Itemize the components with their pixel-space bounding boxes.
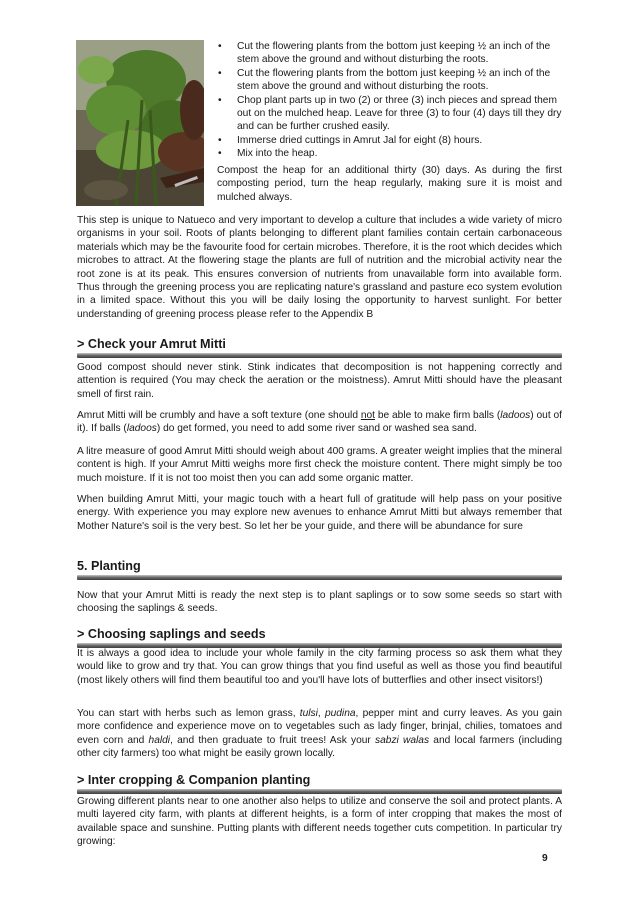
section-divider <box>77 353 562 358</box>
list-item-text: Cut the flowering plants from the bottom just keeping ½ an inch of the stem above the ground and without disturbing the roots. <box>237 67 551 93</box>
text-run: ladoos <box>500 410 531 421</box>
choosing-saplings-heading: > Choosing saplings and seeds <box>77 627 266 641</box>
bullet-icon: • <box>218 94 222 106</box>
intro-paragraph: This step is unique to Natueco and very important to develop a culture that includes a wide variety of micro organisms in your soil. Roots of plants belonging to different plant families contain certain carbonaceous materials which may be the favourite food for certain microbes. Therefore, it is the root which decides which microbes to attract. At the flowering stage the plants are full of nutrition and the microbial activity near the root zone is at its peak. This ensures conversion of nutrients from unavailable form into available form. Thus through the greening process you are replicating nature's grassland and pasture eco system evolution in a limited space. Without this you will be daily losing the opportunity to harvest sunlight. For better understanding of greening process please refer to the Appendix B <box>77 215 562 320</box>
bullet-icon: • <box>218 134 222 146</box>
text-run: tulsi <box>299 708 318 719</box>
text-run: be able to make firm balls ( <box>375 410 501 421</box>
list-item <box>214 40 562 67</box>
list-item <box>214 67 562 94</box>
list-item-text: Mix into the heap. <box>237 148 318 160</box>
check-paragraph-1: Good compost should never stink. Stink indicates that decomposition is not happening correctly and attention is required (You may check the aeration or the moistness). Amrut Mitti should have the pleasant smell of first rain. <box>77 362 562 400</box>
text-run: not <box>360 410 375 421</box>
plant-cutting-image <box>76 40 204 206</box>
list-item <box>214 147 562 160</box>
check-amrut-mitti-heading: > Check your Amrut Mitti <box>77 337 226 351</box>
text-run: Amrut Mitti will be crumbly and have a soft texture (one should <box>77 410 361 421</box>
text-run: You can start with herbs such as lemon grass, <box>77 708 300 719</box>
list-item-text: Cut the flowering plants from the bottom just keeping ½ an inch of the stem above the ground and without disturbing the roots. <box>237 41 551 66</box>
check-paragraph-4: When building Amrut Mitti, your magic touch with a heart full of gratitude will help pass on your positive energy. With experience you may explore new avenues to enhance Amrut Mitti but always remember that Mother Nature's soil is the very best. So let her be your guide, and there will be abundance for sure <box>77 494 562 532</box>
text-run: ) do get formed, you need to add some river sand or washed sea sand. <box>156 423 477 435</box>
section-divider <box>77 575 562 580</box>
text-run: pudina <box>324 708 356 719</box>
compost-paragraph: Compost the heap for an additional thirty (30) days. As during the first composting period, turn the heap regularly, making sure it is moist and mulched always. <box>217 165 562 203</box>
list-item-text: Immerse dried cuttings in Amrut Jal for eight (8) hours. <box>237 134 483 146</box>
saplings-paragraph-1: It is always a good idea to include your whole family in the city farming process so ask them what they would like to grow and try that. You can grow things that you find useful as well as those you find beautiful (most likely others will find them beautiful too and you'll have lots of butterflies and other insect visitors!) <box>77 648 562 686</box>
plant-cutting-photo <box>76 40 204 206</box>
text-run: , pepper mint and curry leaves. As you gain more confidence and experience move on to vegetables such as lady finger, brinjal, chilies, tomatoes and even corn and <box>77 708 562 746</box>
list-item <box>214 94 562 134</box>
bullet-icon: • <box>218 41 222 52</box>
saplings-paragraph-2 <box>77 707 562 761</box>
text-run: sabzi walas <box>375 734 430 746</box>
list-item <box>214 134 562 147</box>
section-divider <box>77 789 562 794</box>
bullet-icon: • <box>218 148 222 160</box>
text-run: ladoos <box>126 423 157 435</box>
bullet-icon: • <box>218 67 222 79</box>
page-number: 9 <box>542 853 548 864</box>
greening-steps-list <box>214 40 562 161</box>
inter-cropping-paragraph: Growing different plants near to one another also helps to utilize and conserve the soil and protect plants. A multi layered city farm, with plants at different heights, is a form of inter cropping that makes the most of available space and sunshine. Putting plants with different needs together cuts competition. In particular try growing: <box>77 796 562 848</box>
planting-heading: 5. Planting <box>77 559 141 573</box>
planting-paragraph: Now that your Amrut Mitti is ready the next step is to plant saplings or to sow some seeds so start with choosing the saplings & seeds. <box>77 590 562 615</box>
text-run: and local farmers (including other city farmers) too what might be easily grown locally. <box>77 734 562 760</box>
text-run: , and then graduate to fruit trees! Ask your <box>170 734 376 746</box>
check-paragraph-3: A litre measure of good Amrut Mitti should weigh about 400 grams. A greater weight implies that the mineral content is high. If your Amrut Mitti weighs more first check the moisture content. There might simply be too much moisture. If it is not too moist then you can add some organic matter. <box>77 446 562 484</box>
inter-cropping-heading: > Inter cropping & Companion planting <box>77 773 311 787</box>
text-run: haldi <box>148 734 171 746</box>
text-run: , <box>317 708 325 719</box>
list-item-text: Chop plant parts up in two (2) or three (3) inch pieces and spread them out on the mulched heap. Leave for three (3) to four (4) days till they dry and can be further crushed easily. <box>237 94 562 133</box>
text-run: ) out of it). If balls ( <box>77 410 562 435</box>
check-paragraph-2 <box>77 409 562 436</box>
